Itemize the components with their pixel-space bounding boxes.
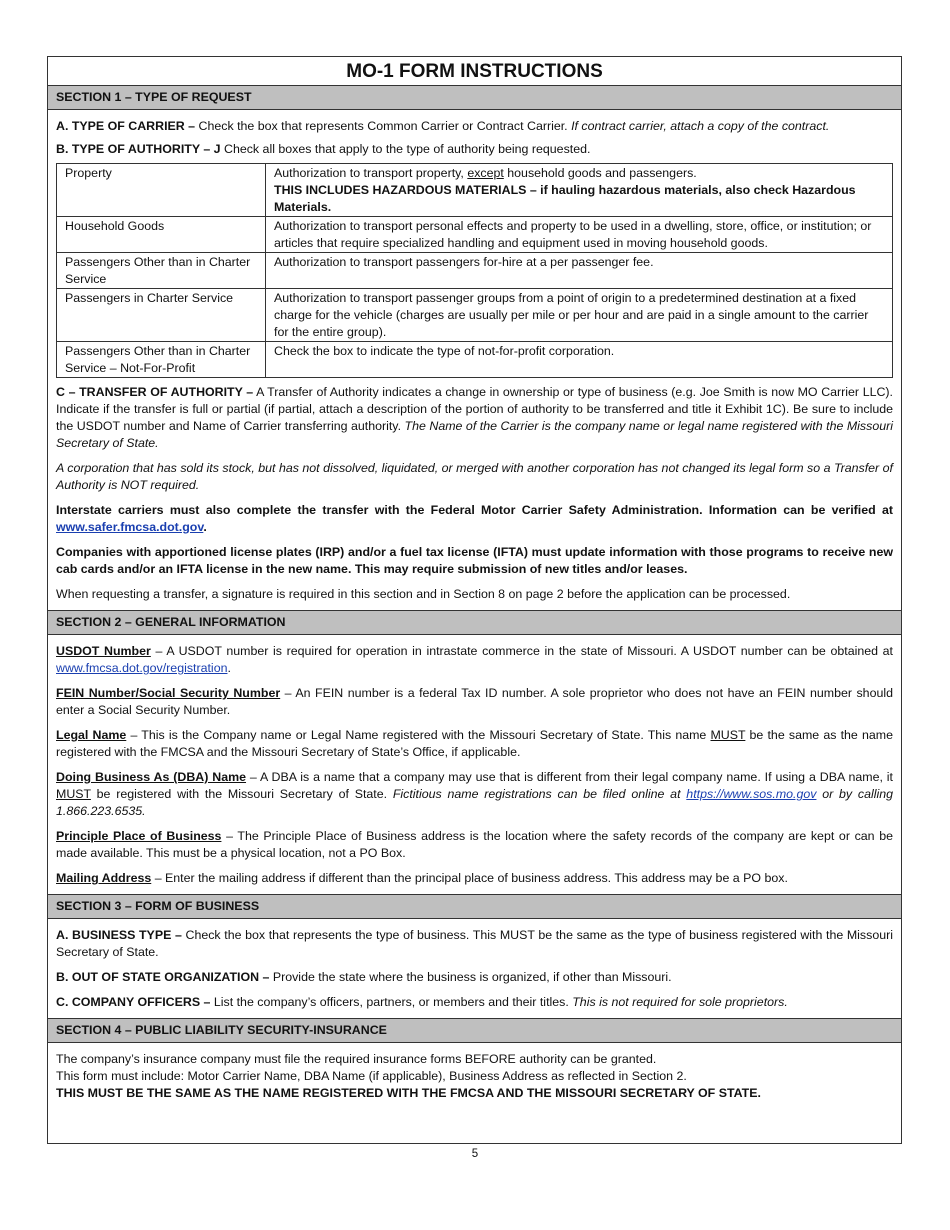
legal-name-label: Legal Name	[56, 728, 127, 742]
safer-fmcsa-link[interactable]: www.safer.fmcsa.dot.gov	[56, 520, 204, 534]
signature-paragraph: When requesting a transfer, a signature is required in this section and in Section 8 on page 2 before the application can be processed.	[56, 587, 791, 601]
fein-text: – An FEIN number is a federal Tax ID number. A sole proprietor who does not have an FEIN number should enter a Social Security Number.	[56, 686, 893, 717]
legal-name-text: be the same as the name registered with the FMCSA and the Missouri Secretary of State’s Office, if applicable.	[56, 728, 893, 759]
mailing-address-label: Mailing Address	[56, 871, 152, 885]
company-officers-note: This is not required for sole proprietors.	[572, 995, 788, 1009]
out-of-state-text: Provide the state where the business is organized, if other than Missouri.	[269, 970, 672, 984]
insurance-line-1: The company’s insurance company must file the required insurance forms BEFORE authority can be granted.	[56, 1052, 657, 1066]
section1-header: SECTION 1 – TYPE OF REQUEST	[48, 85, 901, 110]
authority-type-cell: Passengers Other than in Charter Service – Not-For-Profit	[57, 342, 266, 378]
description-emphasis: except	[467, 166, 504, 180]
mailing-address-text: – Enter the mailing address if different than the principal place of business address. This address may be a PO box.	[151, 871, 788, 885]
fein-label: FEIN Number/Social Security Number	[56, 686, 281, 700]
interstate-end: .	[203, 520, 207, 534]
table-row	[57, 289, 893, 342]
corporation-note-text: A corporation that has sold its stock, but has not dissolved, liquidated, or merged with another corporation has not changed its legal form so a Transfer of Authority is NOT required.	[56, 461, 893, 492]
section4-header: SECTION 4 – PUBLIC LIABILITY SECURITY-INSURANCE	[48, 1018, 901, 1043]
section3-body	[48, 919, 901, 1018]
transfer-label: C – TRANSFER OF AUTHORITY –	[56, 385, 254, 399]
legal-name-paragraph	[56, 719, 893, 761]
insurance-line-3	[56, 1085, 893, 1102]
type-of-carrier-text: Check the box that represents Common Carrier or Contract Carrier.	[195, 119, 572, 133]
authority-description-cell: Authorization to transport personal effects and property to be used in a dwelling, store, office, or institution; or articles that require specialized handling and equipment used in moving household goods.	[266, 217, 893, 253]
authority-type-cell: Passengers Other than in Charter Service	[57, 253, 266, 289]
section2-header: SECTION 2 – GENERAL INFORMATION	[48, 610, 901, 635]
authority-description-cell: Authorization to transport passenger groups from a point of origin to a predetermined destination at a fixed charge for the vehicle (charges are usually per mile or per hour and are paid in a single amount to the carrier for the entire group).	[266, 289, 893, 342]
transfer-note: The Name of the Carrier is the company name or legal name registered with the Missouri Secretary of State.	[56, 419, 893, 450]
section2-body	[48, 635, 901, 894]
dba-label: Doing Business As (DBA) Name	[56, 770, 247, 784]
usdot-paragraph	[56, 635, 893, 677]
usdot-label: USDOT Number	[56, 644, 151, 658]
dba-note: Fictitious name registrations can be filed online at	[392, 787, 687, 801]
principle-place-paragraph	[56, 820, 893, 862]
description-text: Authorization to transport property,	[274, 166, 468, 180]
authority-description-cell	[266, 164, 893, 217]
fmcsa-registration-link[interactable]: www.fmcsa.dot.gov/registration	[56, 661, 228, 675]
dba-text: be registered with the Missouri Secretary of State.	[90, 787, 393, 801]
fein-paragraph	[56, 677, 893, 719]
out-of-state-label: B. OUT OF STATE ORGANIZATION –	[56, 970, 270, 984]
table-row	[57, 342, 893, 378]
interstate-text: Interstate carriers must also complete the transfer with the Federal Motor Carrier Safety Administration. Information can be verified at	[56, 503, 893, 517]
dba-note: or by calling 1.866.223.6535.	[56, 787, 894, 818]
principle-place-text: – The Principle Place of Business address is the location where the safety records of the company are kept or can be made available. This must be a physical location, not a PO Box.	[56, 829, 893, 860]
apportioned-text: Companies with apportioned license plates (IRP) and/or a fuel tax license (IFTA) must update information with those programs to receive new cab cards and/or an IFTA license in the new name. This may require submission of new titles and/or leases.	[56, 545, 893, 576]
company-officers-label: C. COMPANY OFFICERS –	[56, 995, 211, 1009]
authority-description-cell: Authorization to transport passengers for-hire at a per passenger fee.	[266, 253, 893, 289]
apportioned-paragraph	[56, 536, 893, 578]
section3-header: SECTION 3 – FORM OF BUSINESS	[48, 894, 901, 919]
table-row	[57, 217, 893, 253]
transfer-of-authority-paragraph	[56, 378, 893, 452]
authority-types-table	[56, 163, 893, 378]
type-of-carrier-label: A. TYPE OF CARRIER –	[56, 119, 196, 133]
legal-name-text: – This is the Company name or Legal Name registered with the Missouri Secretary of State. This name	[126, 728, 711, 742]
transfer-text: A Transfer of Authority indicates a change in ownership or type of business (e.g. Joe Smith is now MO Carrier LLC). Indicate if the transfer is full or partial (if partial, attach a description of the portion of authority to be transferred and title it Exhibit 1C). Be sure to include the USDOT number and Name of Carrier transferring authority.	[56, 385, 893, 433]
description-text: household goods and passengers.	[503, 166, 697, 180]
page-title: MO-1 FORM INSTRUCTIONS	[346, 61, 603, 82]
legal-name-must: MUST	[710, 728, 746, 742]
business-type-text: Check the box that represents the type of business. This MUST be the same as the type of business registered with the Missouri Secretary of State.	[56, 928, 893, 959]
table-row	[57, 253, 893, 289]
hazmat-note: THIS INCLUDES HAZARDOUS MATERIALS – if hauling hazardous materials, also check Hazardous Materials.	[274, 183, 856, 214]
out-of-state-paragraph	[56, 961, 893, 986]
principle-place-label: Principle Place of Business	[56, 829, 222, 843]
section4-body	[48, 1043, 901, 1102]
interstate-paragraph	[56, 494, 893, 536]
corporation-note	[56, 452, 893, 494]
page-number: 5	[471, 1148, 479, 1160]
usdot-text: – A USDOT number is required for operation in intrastate commerce in the state of Missouri. A USDOT number can be obtained at	[150, 644, 893, 658]
instructions-frame	[47, 56, 902, 1144]
section1-body	[48, 110, 901, 610]
usdot-end: .	[227, 661, 231, 675]
dba-paragraph	[56, 761, 893, 820]
authority-type-cell: Household Goods	[57, 217, 266, 253]
sos-mo-link[interactable]: https://www.sos.mo.gov	[686, 787, 817, 801]
type-of-authority-text: Check all boxes that apply to the type of authority being requested.	[220, 142, 591, 156]
type-of-carrier-note: If contract carrier, attach a copy of the contract.	[571, 119, 830, 133]
business-type-paragraph	[56, 919, 893, 961]
authority-description-cell: Check the box to indicate the type of not-for-profit corporation.	[266, 342, 893, 378]
dba-must: MUST	[56, 787, 91, 801]
company-officers-paragraph	[56, 986, 893, 1018]
company-officers-text: List the company’s officers, partners, or members and their titles.	[210, 995, 573, 1009]
type-of-authority-paragraph	[56, 135, 893, 158]
insurance-line-2: This form must include: Motor Carrier Name, DBA Name (if applicable), Business Address as reflected in Section 2.	[56, 1069, 687, 1083]
dba-text: – A DBA is a name that a company may use that is different from their legal company name. If using a DBA name, it	[246, 770, 893, 784]
business-type-label: A. BUSINESS TYPE –	[56, 928, 182, 942]
authority-type-cell: Passengers in Charter Service	[57, 289, 266, 342]
table-row	[57, 164, 893, 217]
authority-type-cell: Property	[57, 164, 266, 217]
type-of-carrier-paragraph	[56, 110, 893, 135]
type-of-authority-label: B. TYPE OF AUTHORITY – J	[56, 142, 221, 156]
mailing-address-paragraph	[56, 862, 893, 894]
insurance-warning: THIS MUST BE THE SAME AS THE NAME REGISTERED WITH THE FMCSA AND THE MISSOURI SECRETARY OF STATE.	[56, 1086, 761, 1100]
